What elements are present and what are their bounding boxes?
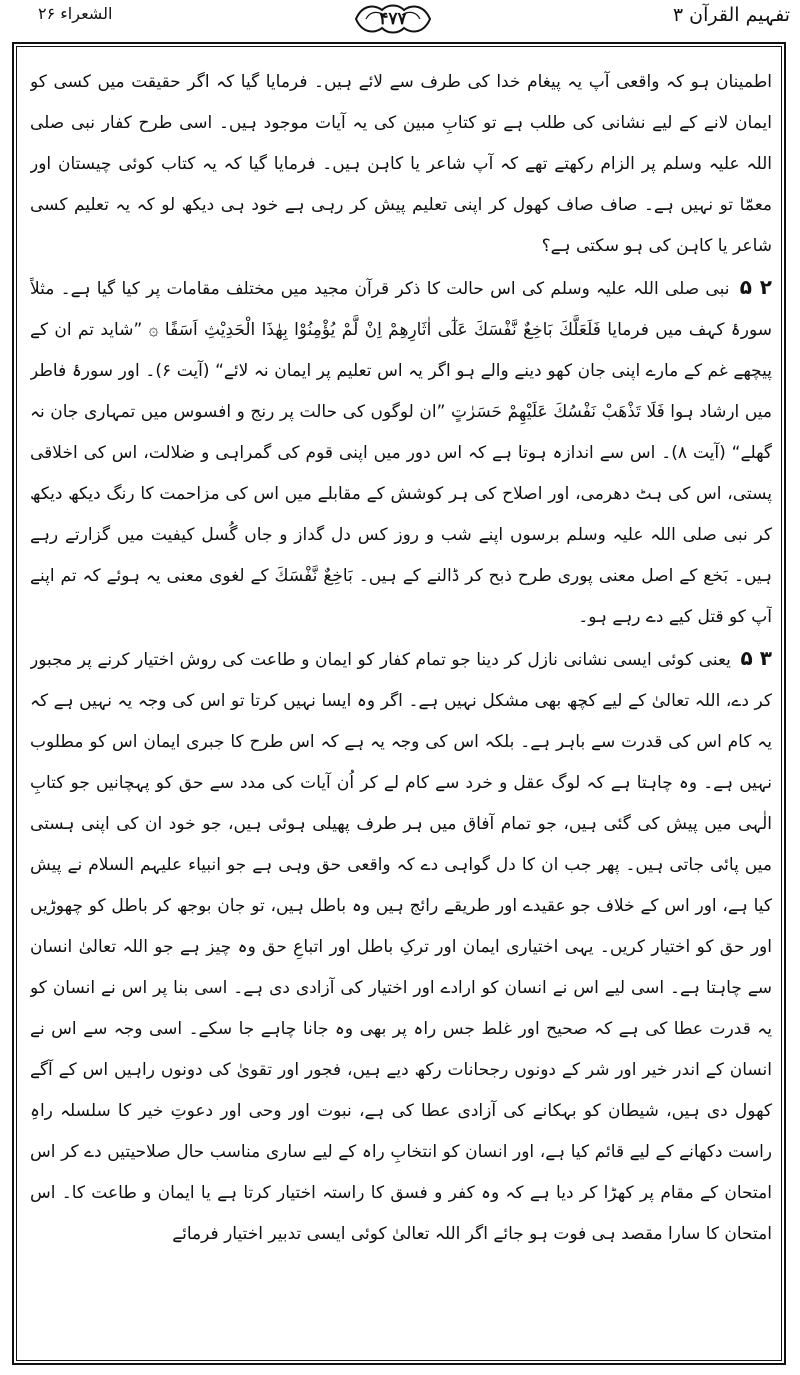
page-number-ornament [352,2,434,36]
paragraph-text: نبی صلی اللہ علیہ وسلم کی اس حالت کا ذکر قرآن مجید میں مختلف مقامات پر کیا گیا ہے۔ مثلاً سورۂ کہف میں فرمایا فَلَعَلَّكَ بَاخِعٌ نَّفْسَكَ عَلٰٓى اٰثَارِهِمْ اِنْ لَّمْ يُؤْمِنُوْا بِهٰذَا الْحَدِيْثِ اَسَفًا ۞ ”شاید تم ان کے پیچھے غم کے مارے اپنی جان کھو دینے والے ہو اگر یہ اس تعلیم پر ایمان نہ لائے“ (آیت ۶)۔ اور سورۂ فاطر میں ارشاد ہوا فَلَا تَذْهَبْ نَفْسُكَ عَلَيْهِمْ حَسَرٰتٍ ”ان لوگوں کی حالت پر رنج و افسوس میں تمہاری جان نہ گھلے“ (آیت ۸)۔ اس سے اندازہ ہوتا ہے کہ اس دور میں اپنی قوم کی گمراہی و ضلالت، اس کی اخلاقی پستی، اس کی ہٹ دھرمی، اور اصلاح کی ہر کوشش کے مقابلے میں اس کی مزاحمت کا رنگ دیکھ دیکھ کر نبی صلی اللہ علیہ وسلم برسوں اپنے شب و روز کس دل گداز و جاں گُسل کیفیت میں گزارتے رہے ہیں۔ بَخع کے اصل معنی پوری طرح ذبح کر ڈالنے کے ہیں۔ بَاخِعٌ نَّفْسَكَ کے لغوی معنی یہ ہوئے کہ تم اپنے آپ کو قتل کیے دے رہے ہو۔ [30,279,772,627]
commentary-text [30,62,772,1352]
paragraph-text: یعنی کوئی ایسی نشانی نازل کر دینا جو تمام کفار کو ایمان و طاعت کی روش اختیار کرنے پر مجبور کر دے، اللہ تعالیٰ کے لیے کچھ بھی مشکل نہیں ہے۔ اگر وہ ایسا نہیں کرتا تو اس کی وجہ یہ نہیں ہے کہ یہ کام اس کی قدرت سے باہر ہے۔ بلکہ اس کی وجہ یہ ہے کہ اس طرح کا جبری ایمان اس کو مطلوب نہیں ہے۔ وہ چاہتا ہے کہ لوگ عقل و خرد سے کام لے کر اُن آیات کی مدد سے حق کو پہچانیں جو کتابِ الٰہی میں پیش کی گئی ہیں، جو تمام آفاق میں ہر طرف پھیلی ہوئی ہیں، جو خود ان کی اپنی ہستی میں پائی جاتی ہیں۔ پھر جب ان کا دل گواہی دے کہ واقعی حق وہی ہے جو انبیاء علیہم السلام نے پیش کیا ہے، اور اس کے خلاف جو عقیدے اور طریقے رائج ہیں وہ باطل ہیں، تو جان بوجھ کر باطل کو چھوڑیں اور حق کو اختیار کریں۔ یہی اختیاری ایمان اور ترکِ باطل اور اتباعِ حق وہ چیز ہے جو اللہ تعالیٰ انسان سے چاہتا ہے۔ اسی لیے اس نے انسان کو ارادے اور اختیار کی آزادی دی ہے۔ اسی بنا پر اس نے انسان کو یہ قدرت عطا کی ہے کہ صحیح اور غلط جس راہ پر بھی وہ جانا چاہے جا سکے۔ اسی وجہ سے اس نے انسان کے اندر خیر اور شر کے دونوں رجحانات رکھ دیے ہیں، فجور اور تقویٰ کی دونوں راہیں اس کے آگے کھول دی ہیں، شیطان کو بہکانے کی آزادی عطا کی ہے، نبوت اور وحی اور دعوتِ خیر کا سلسلہ راہِ راست دکھانے کے لیے قائم کیا ہے، اور انسان کو انتخابِ راہ کے لیے ساری مناسب حال صلاحیتیں دے کر اس امتحان کے مقام پر کھڑا کر دیا ہے کہ وہ کفر و فسق کا راستہ اختیار کرتا ہے یا ایمان و طاعت کا۔ اس امتحان کا سارا مقصد ہی فوت ہو جائے اگر اللہ تعالیٰ کوئی ایسی تدبیر اختیار فرمائے [30,650,772,1244]
page-header [0,0,800,42]
book-title: تفہیم القرآن ۳ [672,4,790,26]
footnote-number: ۲ ۵ [739,275,772,299]
footnote-paragraph-3 [30,638,772,1255]
footnote-number: ۳ ۵ [740,646,772,670]
footnote-paragraph-2 [30,267,772,638]
page-number: ۴۷۷ [379,9,407,29]
surah-reference: الشعراء ۲۶ [38,4,113,23]
paragraph-text: اطمینان ہو کہ واقعی آپ یہ پیغام خدا کی طرف سے لائے ہیں۔ فرمایا گیا کہ اگر حقیقت میں کسی کو ایمان لانے کے لیے نشانی کی طلب ہے تو کتابِ مبین کی یہ آیات موجود ہیں۔ اسی طرح کفار نبی صلی اللہ علیہ وسلم پر الزام رکھتے تھے کہ آپ شاعر یا کاہن ہیں۔ فرمایا گیا کہ یہ کتاب کوئی چیستان اور معمّا تو نہیں ہے۔ صاف صاف کھول کر اپنی تعلیم پیش کر رہی ہے خود ہی دیکھ لو کہ یہ تعلیم کسی شاعر یا کاہن کی ہو سکتی ہے؟ [30,72,772,256]
paragraph-continuation [30,62,772,267]
